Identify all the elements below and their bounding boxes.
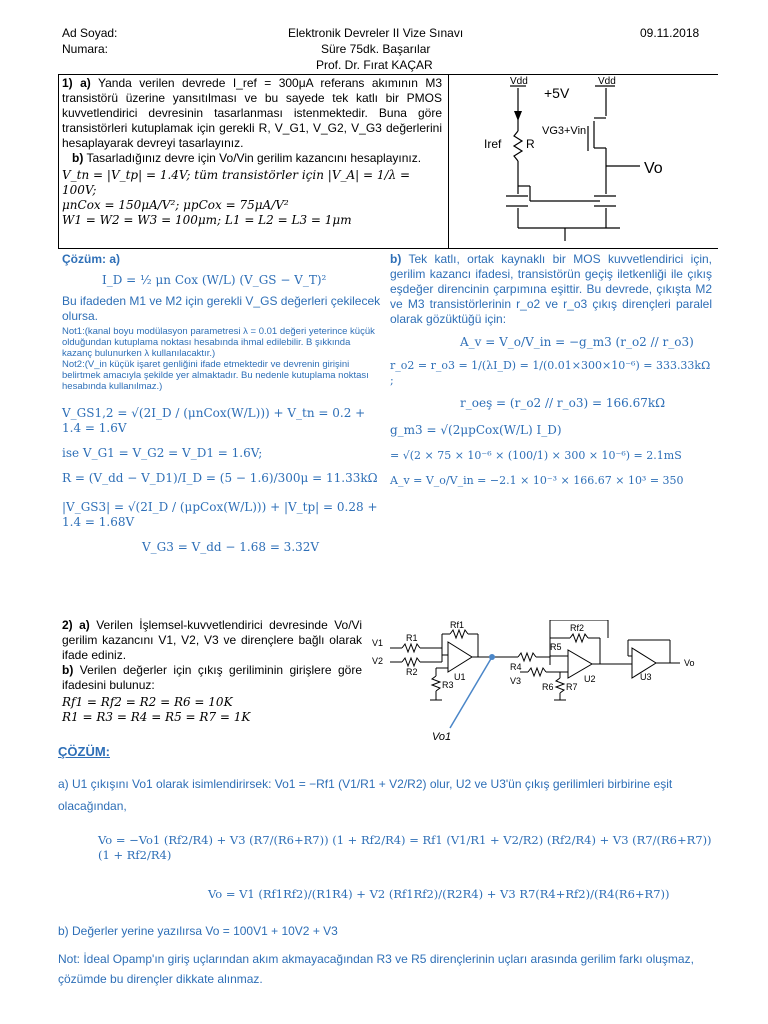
q1-mid-border: [448, 74, 449, 248]
sol1b-eq-av2: A_v = V_o/V_in = −2.1 × 10⁻³ × 166.67 × 10³ = 350: [390, 474, 684, 487]
r4-label: R4: [510, 662, 522, 672]
instructor: Prof. Dr. Fırat KAÇAR: [316, 58, 433, 72]
v2-label: V2: [372, 656, 384, 666]
u3-label: U3: [640, 672, 652, 682]
name-label: Ad Soyad:: [62, 26, 118, 40]
r3-label: R3: [442, 680, 454, 690]
vo-output-label: Vo: [684, 658, 695, 668]
sol1a-eq-vgs3: |V_GS3| = √(2I_D / (μpCox(W/L))) + |V_tp| = 0.28 + 1.4 = 1.68V: [62, 500, 378, 529]
sol2-text-b: b) Değerler yerine yazılırsa Vo = 100V1 + 10V2 + V3: [58, 924, 338, 938]
q1-left-border: [58, 74, 59, 248]
u1-label: U1: [454, 672, 466, 682]
vdd-right-label: Vdd: [598, 76, 616, 87]
sol1b-eq-av: A_v = V_o/V_in = −g_m3 (r_o2 // r_o3): [460, 335, 694, 349]
q2-text-a: Verilen İşlemsel-kuvvetlendirici devresinde Vo/Vi gerilim kazancını V1, V2, V3 ve dirençlere bağlı olarak ifade ediniz.: [62, 618, 362, 662]
rf1-label: Rf1: [450, 620, 465, 630]
sol1a-eq-r: R = (V_dd − V_D1)/I_D = (5 − 1.6)/300μ = 11.33kΩ: [62, 471, 378, 485]
exam-date: 09.11.2018: [640, 26, 700, 40]
sol2-eq2: Vo = V1 (Rf1Rf2)/(R1R4) + V2 (Rf1Rf2)/(R2R4) + V3 R7(R4+Rf2)/(R4(R6+R7)): [208, 887, 670, 901]
sol1b-eq-ro: r_o2 = r_o3 = 1/(λI_D) = 1/(0.01×300×10⁻⁶) = 333.33kΩ ;: [390, 359, 711, 387]
rf2-label: Rf2: [570, 623, 585, 633]
opamp-circuit: [370, 620, 715, 745]
duration: Süre 75dk. Başarılar: [321, 42, 431, 56]
exam-title: Elektronik Devreler II Vize Sınavı: [288, 26, 464, 40]
q2-values-2: R1 = R3 = R4 = R5 = R7 = 1K: [62, 710, 251, 724]
question-2: [62, 618, 362, 725]
q2-b-label: b): [62, 663, 74, 677]
q2-values-1: Rf1 = Rf2 = R2 = R6 = 10K: [62, 695, 233, 709]
sol1a-eq-vg: ise V_G1 = V_G2 = V_D1 = 1.6V;: [62, 446, 263, 460]
sol2-text-a: a) U1 çıkışını Vo1 olarak isimlendirirsek: Vo1 = −Rf1 (V1/R1 + V2/R2) olur, U2 ve U3'ün çıkış gerilimleri birbirine eşit olacağından,: [58, 777, 673, 813]
sol1a-text: Bu ifadeden M1 ve M2 için gerekli V_GS değerleri çekilecek olursa.: [62, 294, 381, 323]
sol2-title: ÇÖZÜM:: [58, 744, 110, 759]
sol1a-eq-vgs12: V_GS1,2 = √(2I_D / (μnCox(W/L))) + V_tn = 0.2 + 1.4 = 1.6V: [62, 406, 366, 435]
q1-params-2: μnCox = 150μA/V²; μpCox = 75μA/V²: [62, 198, 289, 212]
sol1b-text: Tek katlı, ortak kaynaklı bir MOS kuvvetlendirici için, gerilim kazancı ifadesi, transistörün geçiş iletkenliği ile çıkış eşdeğer direncinin çarpımına eşittir. Bu devrede, çıkışta M2 ve M3 transistörlerinin r_o2 ve r_o3 çıkış dirençleri paralel olarak gözüktüğü için:: [390, 252, 712, 326]
sol2-note: Not: İdeal Opamp'ın giriş uçlarından akım akmayacağından R3 ve R5 dirençlerinin uçları arasında gerilim farkı oluşmaz, çözümde bu dirençler dikkate alınmaz.: [58, 952, 694, 986]
number-label: Numara:: [62, 42, 109, 56]
r2-label: R2: [406, 667, 418, 677]
header-line: [58, 74, 718, 75]
q1-text-a: Yanda verilen devrede I_ref = 300μA referans akımının M3 transistörü üzerine yansıtılması ve bu sayede tek katlı bir PMOS kuvvetlendirici devresinin tasarlanması istenmektedir. Buna göre transistörleri kutuplamak için gerekli R, V_G1, V_G2, V_G3 değerlerini hesaplayarak devreyi tasarlayınız.: [62, 76, 442, 150]
q1-text-b: Tasarladığınız devre için Vo/Vin gerilim kazancını hesaplayınız.: [86, 151, 422, 165]
sol1a-eq-id: I_D = ½ μn Cox (W/L) (V_GS − V_T)²: [102, 273, 327, 287]
r1-label: R1: [406, 633, 418, 643]
q1-b-label: b): [72, 151, 84, 165]
sol1a-note1: Not1:(kanal boyu modülasyon parametresi λ = 0.01 değeri yeterince küçük olduğundan kutuplama noktası hesabında ihmal edilebilir. B şıkkında kazanç bulunurken λ kullanılacaktır.): [62, 326, 375, 359]
q2-title: 2) a): [62, 618, 90, 632]
q2-text-b: Verilen değerler için çıkış geriliminin girişlere göre ifadesini bulunuz:: [62, 663, 362, 692]
iref-label: Iref: [484, 137, 502, 151]
r6-label: R6: [542, 682, 554, 692]
solution-2: [58, 744, 712, 989]
sol1a-note2: Not2:(V_in küçük işaret genliğini ifade etmektedir ve devrenin girişini belirtmek amacıyla şekilde yer almaktadır. Bu nedenle kutuplama noktası hesabında kullanılmaz.): [62, 359, 369, 392]
vo1-label: Vo1: [432, 731, 452, 743]
q1-title: 1) a): [62, 76, 91, 90]
sol1a-title: Çözüm: a): [62, 252, 120, 266]
v3-label: V3: [510, 676, 522, 686]
sol1b-label: b): [390, 252, 402, 266]
sol1b-eq-roes: r_oeş = (r_o2 // r_o3) = 166.67kΩ: [460, 396, 666, 410]
q1-params-1: V_tn = |V_tp| = 1.4V; tüm transistörler için |V_A| = 1/λ = 100V;: [62, 168, 411, 197]
vg3-label: VG3+Vin: [542, 125, 587, 137]
vo-label: Vo: [644, 160, 663, 177]
u2-label: U2: [584, 674, 596, 684]
question-1: [62, 76, 442, 228]
sol2-eq1: Vo = −Vo1 (Rf2/R4) + V3 (R7/(R6+R7)) (1 + Rf2/R4) = Rf1 (V1/R1 + V2/R2) (Rf2/R4) + V3 (R7/(R6+R7)) (1 + Rf2/R4): [98, 833, 712, 862]
r5-label: R5: [550, 642, 562, 652]
sol1b-eq-gm: g_m3 = √(2μpCox(W/L) I_D): [390, 423, 562, 437]
header: [58, 26, 718, 74]
sol1a-eq-vg3: V_G3 = V_dd − 1.68 = 3.32V: [142, 540, 320, 554]
vdd-left-label: Vdd: [510, 76, 528, 87]
r-label: R: [526, 137, 535, 151]
solution-1a: [62, 252, 382, 555]
solution-1b: [390, 252, 712, 488]
sol1b-eq-gm2: = √(2 × 75 × 10⁻⁶ × (100/1) × 300 × 10⁻⁶) = 2.1mS: [390, 449, 682, 462]
r7-label: R7: [566, 682, 578, 692]
supply-label: +5V: [544, 85, 570, 101]
q1-params-3: W1 = W2 = W3 = 100μm; L1 = L2 = L3 = 1μm: [62, 213, 352, 227]
v1-label: V1: [372, 638, 384, 648]
pmos-amplifier-circuit: [470, 76, 710, 251]
